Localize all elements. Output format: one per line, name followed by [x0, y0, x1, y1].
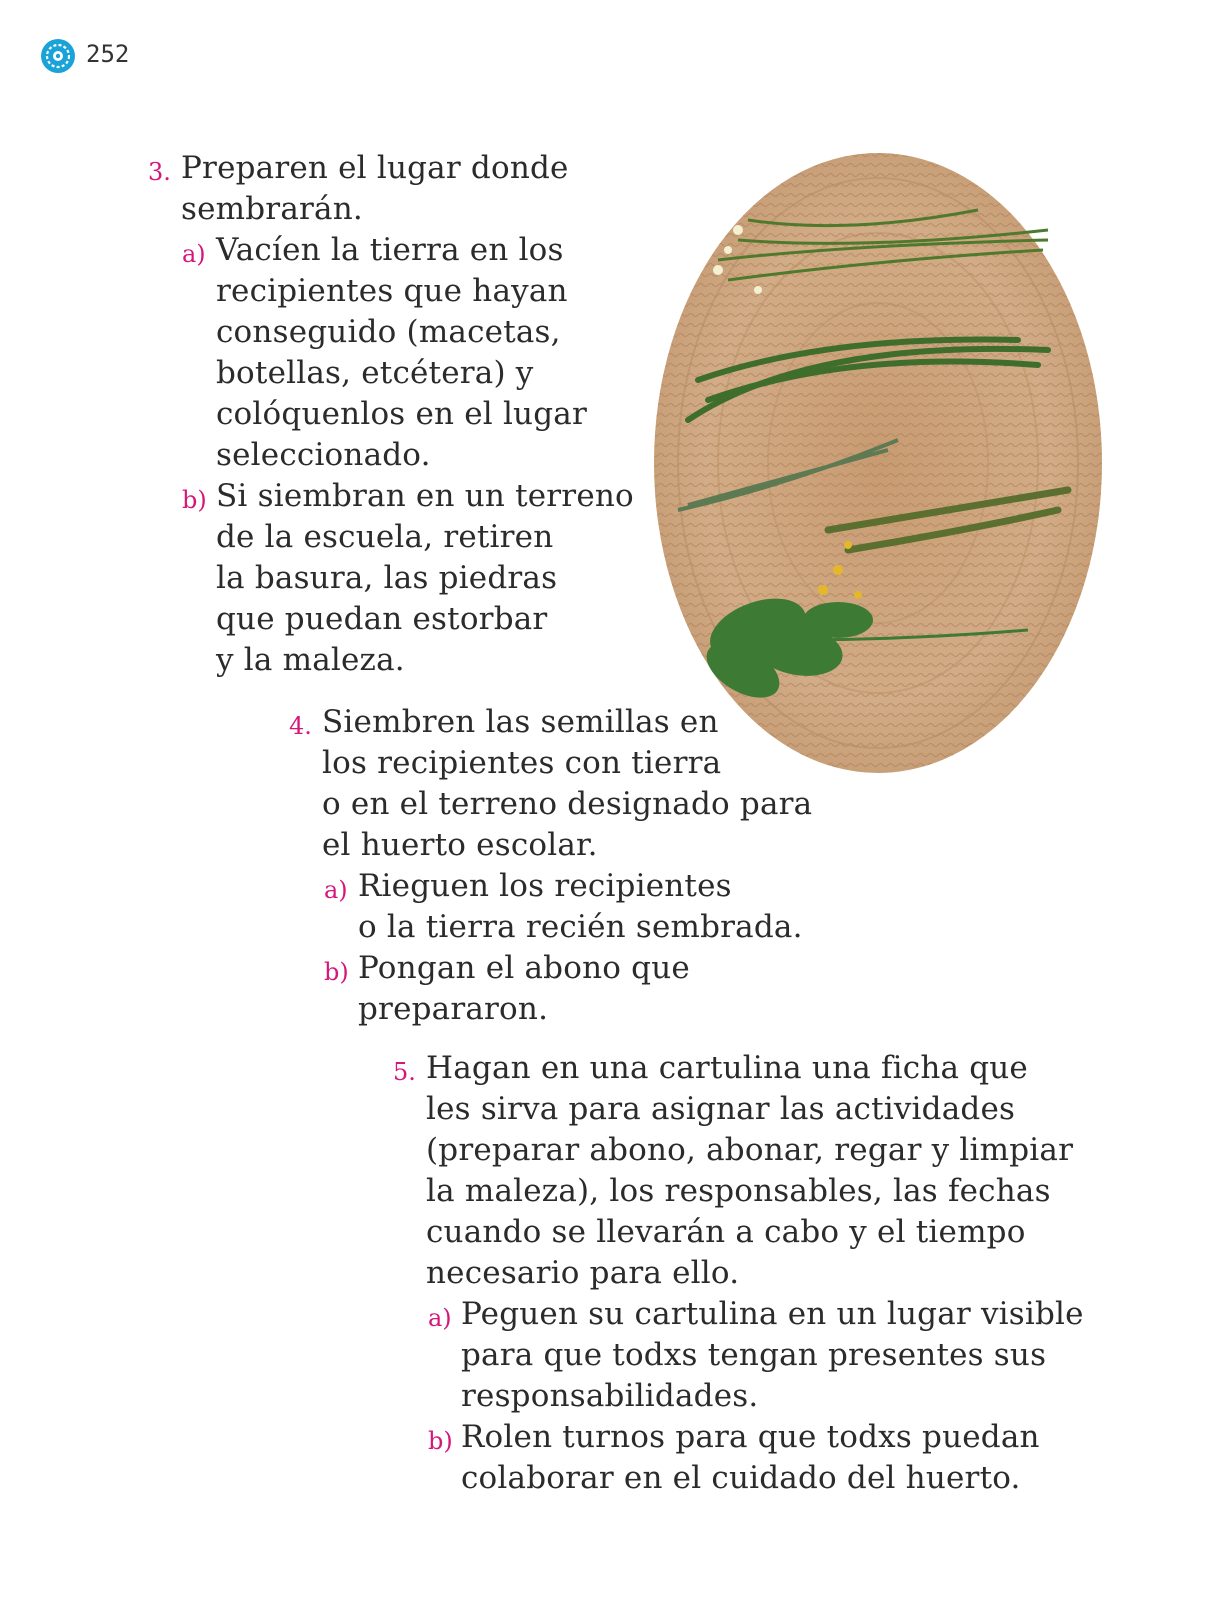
substep-text: la basura, las piedras — [216, 560, 558, 596]
substep-text: para que todxs tengan presentes sus — [461, 1337, 1047, 1373]
substep-text: Rieguen los recipientes — [358, 868, 732, 904]
step-marker: 5. — [393, 1058, 416, 1086]
substep-text: responsabilidades. — [461, 1378, 759, 1414]
step-text: o en el terreno designado para — [322, 786, 813, 822]
substep-text: Rolen turnos para que todxs puedan — [461, 1419, 1040, 1455]
step-text: necesario para ello. — [426, 1255, 740, 1291]
flower-badge-icon — [40, 38, 76, 74]
substep-marker: b) — [182, 486, 207, 514]
substep-text: de la escuela, retiren — [216, 519, 554, 555]
substep-text: Pongan el abono que — [358, 950, 690, 986]
substep-text: Si siembran en un terreno — [216, 478, 634, 514]
substep-text: seleccionado. — [216, 437, 431, 473]
step-text: sembrarán. — [181, 191, 363, 227]
page-number: 252 — [86, 40, 130, 68]
step-text: les sirva para asignar las actividades — [426, 1091, 1016, 1127]
substep-text: colaborar en el cuidado del huerto. — [461, 1460, 1021, 1496]
substep-text: botellas, etcétera) y — [216, 355, 534, 391]
substep-text: colóquenlos en el lugar — [216, 396, 587, 432]
substep-marker: a) — [182, 240, 206, 268]
step-text: cuando se llevarán a cabo y el tiempo — [426, 1214, 1026, 1250]
substep-marker: a) — [428, 1304, 452, 1332]
step-text: Preparen el lugar donde — [181, 150, 569, 186]
substep-marker: b) — [428, 1427, 453, 1455]
step-text: Siembren las semillas en — [322, 704, 719, 740]
substep-text: y la maleza. — [216, 642, 405, 678]
substep-text: prepararon. — [358, 991, 549, 1027]
step-text: la maleza), los responsables, las fechas — [426, 1173, 1051, 1209]
step-marker: 3. — [148, 158, 171, 186]
substep-text: que puedan estorbar — [216, 601, 548, 637]
step-text: los recipientes con tierra — [322, 745, 722, 781]
substep-text: Vacíen la tierra en los — [216, 232, 564, 268]
step-text: (preparar abono, abonar, regar y limpiar — [426, 1132, 1074, 1168]
substep-marker: a) — [324, 876, 348, 904]
step-marker: 4. — [289, 712, 312, 740]
substep-text: conseguido (macetas, — [216, 314, 561, 350]
substep-text: recipientes que hayan — [216, 273, 568, 309]
substep-text: Peguen su cartulina en un lugar visible — [461, 1296, 1084, 1332]
herb-basket-image — [648, 150, 1108, 780]
step-text: el huerto escolar. — [322, 827, 598, 863]
substep-marker: b) — [324, 958, 349, 986]
substep-text: o la tierra recién sembrada. — [358, 909, 803, 945]
step-text: Hagan en una cartulina una ficha que — [426, 1050, 1028, 1086]
